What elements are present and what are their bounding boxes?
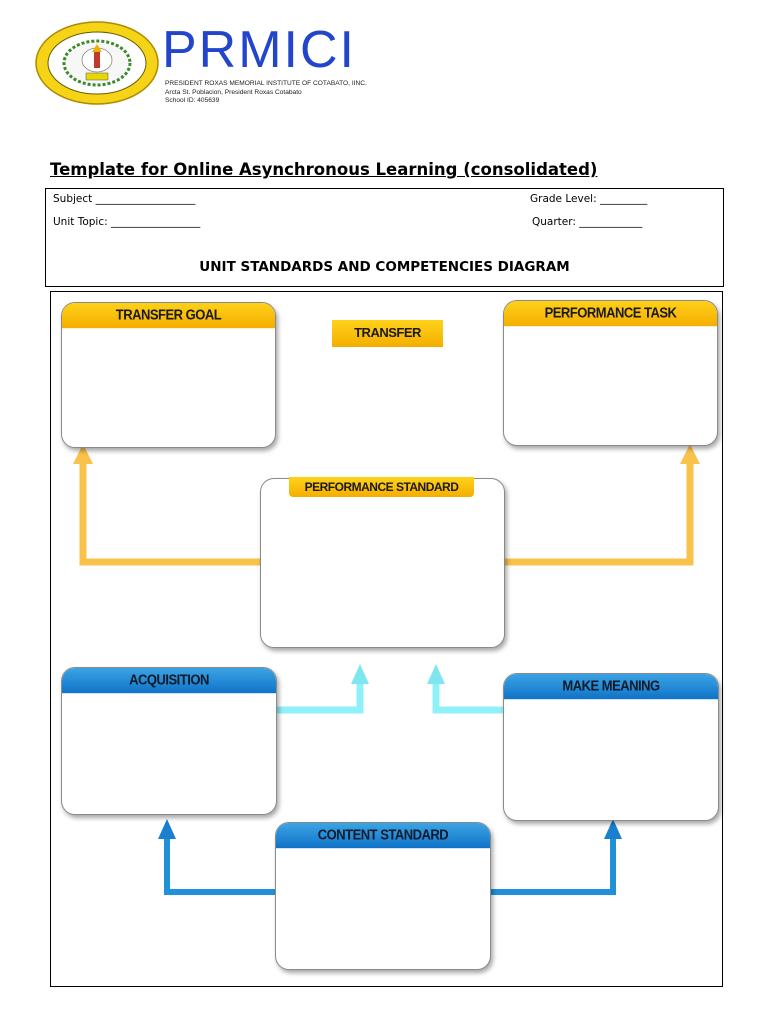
school-name: PRESIDENT ROXAS MEMORIAL INSTITUTE OF COTABATO, IINC. [165,80,367,87]
arrow-to-performance-task [503,462,690,562]
content-standard-card [275,822,491,970]
document-title: Template for Online Asynchronous Learning (consolidated) [50,160,598,179]
school-address: Arcta St. Poblacion, President Roxas Cotabato [165,88,302,96]
content-standard-label: CONTENT STANDARD [276,822,490,848]
subject-field: Subject ___________________ [53,193,196,205]
transfer-label: TRANSFER [332,320,443,347]
make-meaning-card [503,673,719,821]
arrow-to-make-meaning [488,837,613,892]
quarter-field: Quarter: ____________ [532,216,643,228]
performance-task-card [503,300,718,446]
performance-task-label: PERFORMANCE TASK [504,300,717,326]
brand-name: PRMICI [162,21,356,79]
arrow-to-transfer-goal [83,462,261,562]
school-id: School ID: 405639 [165,97,220,105]
standards-diagram [50,291,723,987]
arrow-to-acquisition [167,837,276,892]
info-box [45,188,724,287]
arrow-make-meaning-to-performance-standard [436,682,504,710]
diagram-heading: UNIT STANDARDS AND COMPETENCIES DIAGRAM [199,259,570,275]
transfer-goal-card [61,302,276,448]
unit-topic-field: Unit Topic: _________________ [53,216,201,228]
school-info [165,80,367,106]
acquisition-label: ACQUISITION [62,667,276,693]
performance-standard-label: PERFORMANCE STANDARD [289,477,474,497]
arrow-acquisition-to-performance-standard [276,682,360,710]
transfer-goal-label: TRANSFER GOAL [62,302,275,328]
grade-level-field: Grade Level: _________ [530,193,648,205]
school-seal-logo [34,20,160,106]
performance-standard-card [260,478,505,648]
acquisition-card [61,667,277,815]
make-meaning-label: MAKE MEANING [504,673,718,699]
